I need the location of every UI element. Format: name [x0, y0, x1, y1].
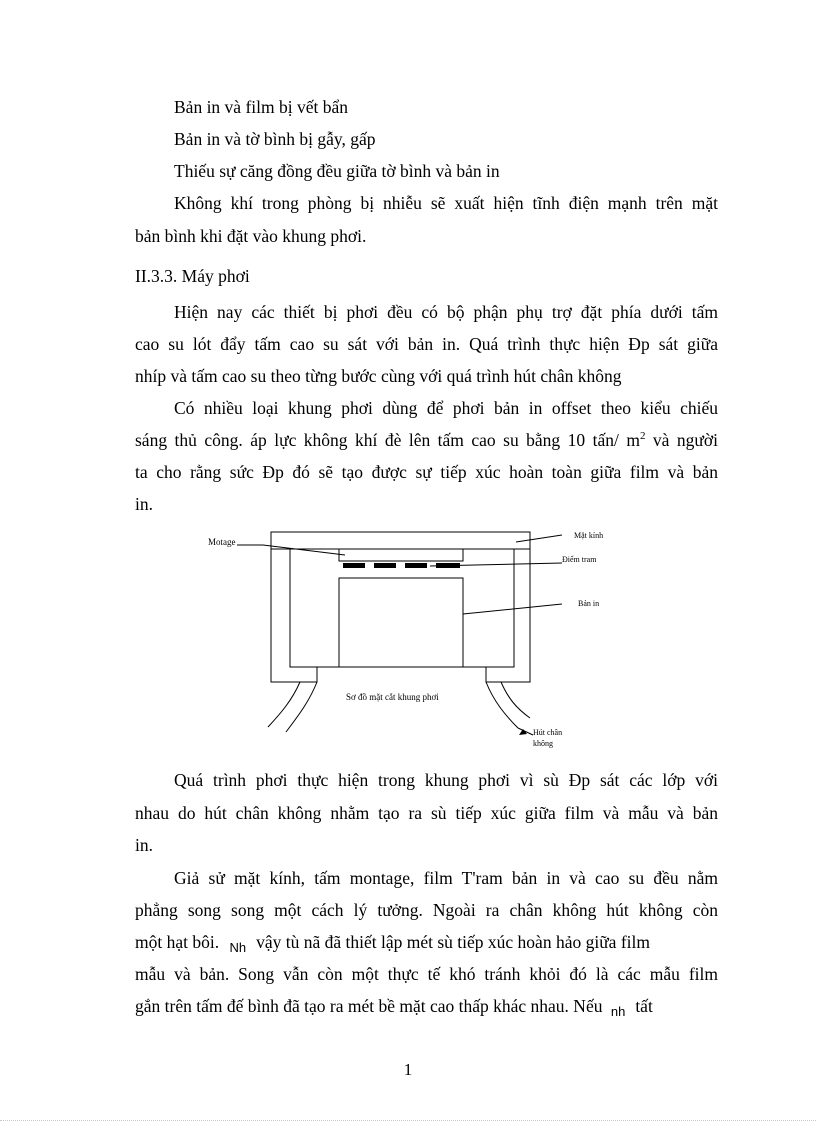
- leader-line-plate: [463, 604, 562, 614]
- label-screen-point: Điểm tram: [562, 555, 597, 564]
- leader-line-glass: [516, 535, 562, 542]
- label-montage: Motage: [208, 537, 236, 547]
- superscript: 2: [639, 430, 646, 443]
- paragraph-line: Có nhiều loại khung phơi dùng để phơi bản in offset theo kiểu chiếu: [174, 398, 718, 418]
- paragraph-line: bản bình khi đặt vào khung phơi.: [135, 226, 367, 246]
- vacuum-tube-right: [486, 682, 518, 728]
- text-line: Bản in và tờ bình bị gẫy, gấp: [174, 129, 376, 149]
- paragraph-line: [135, 994, 718, 1020]
- paragraph-line: [135, 930, 718, 956]
- paragraph-line: nhíp và tấm cao su theo từng bước cùng với quá trình hút chân không: [135, 366, 622, 386]
- vacuum-tube-right: [501, 682, 530, 718]
- paragraph-text: sáng thủ công. áp lực không khí đè lên tấm cao su bằng 10 tấn/ m: [135, 430, 640, 450]
- paragraph-text: gắn trên tấm đế bình đã tạo ra mét bề mặt cao thấp khác nhau. Nếu: [135, 996, 603, 1016]
- screen-dot: [405, 563, 427, 568]
- frame-inner-left-wall: [290, 549, 317, 667]
- paragraph-line: in.: [135, 494, 153, 514]
- label-glass: Mặt kính: [574, 531, 604, 540]
- paragraph-line: cao su lót đẩy tấm cao su sát với bản in. Quá trình thực hiện Đp sát giữa: [135, 334, 718, 354]
- paragraph-line: ta cho rằng sức Đp đó sẽ tạo được sự tiếp xúc hoàn toàn giữa film và bản: [135, 462, 718, 482]
- paragraph-line: in.: [135, 835, 153, 855]
- paragraph-line: Hiện nay các thiết bị phơi đều có bộ phận phụ trợ đặt phía dưới tấm: [174, 302, 718, 322]
- paragraph-line: Không khí trong phòng bị nhiễu sẽ xuất hiện tĩnh điện mạnh trên mặt: [174, 193, 718, 213]
- montage-sheet: [339, 549, 463, 561]
- text-line: Thiếu sự căng đồng đều giữa tờ bình và bản in: [174, 161, 500, 181]
- label-vacuum: Hút chân: [533, 728, 563, 737]
- paragraph-line: Giả sử mặt kính, tấm montage, film T'ram bản in và cao su đều nằm: [174, 868, 718, 888]
- page-number: 1: [403, 1060, 413, 1079]
- paragraph-line: phẳng song song một cách lý tưởng. Ngoài ra chân không hút không còn: [135, 900, 718, 920]
- paragraph-line: mẫu và bản. Song vẫn còn một thực tế khó tránh khỏi đó là các mẫu film: [135, 964, 718, 984]
- label-vacuum: không: [533, 739, 553, 748]
- section-heading: II.3.3. Máy phơi: [135, 266, 250, 286]
- frame-outer-outline: [271, 549, 530, 682]
- printing-plate: [339, 578, 463, 667]
- screen-dot: [374, 563, 396, 568]
- paragraph-line: Quá trình phơi thực hiện trong khung phơi vì sù Đp sát các lớp với: [174, 770, 718, 790]
- paragraph-text: vậy tù nã đã thiết lập mét sù tiếp xúc hoàn hảo giữa film: [256, 932, 650, 952]
- misplaced-text: nh: [610, 1004, 626, 1019]
- leader-line-montage: [263, 545, 345, 555]
- glass-panel: [271, 532, 530, 549]
- paragraph-text: một hạt bôi.: [135, 932, 220, 952]
- label-plate: Bản in: [578, 599, 600, 608]
- misplaced-text: Nh: [229, 940, 247, 955]
- text-line: Bản in và film bị vết bẩn: [174, 97, 348, 117]
- paragraph-text: và người: [645, 430, 718, 450]
- figure-caption: Sơ đồ mặt cắt khung phơi: [346, 692, 439, 702]
- frame-inner-right-wall: [486, 549, 514, 667]
- vacuum-tube-left: [286, 682, 317, 732]
- paragraph-text: tất: [635, 996, 653, 1016]
- page-bottom-divider: [0, 1120, 816, 1121]
- paragraph-line: nhau do hút chân không nhằm tạo ra sù tiếp xúc giữa film và mẫu và bản: [135, 803, 718, 823]
- screen-dot: [343, 563, 365, 568]
